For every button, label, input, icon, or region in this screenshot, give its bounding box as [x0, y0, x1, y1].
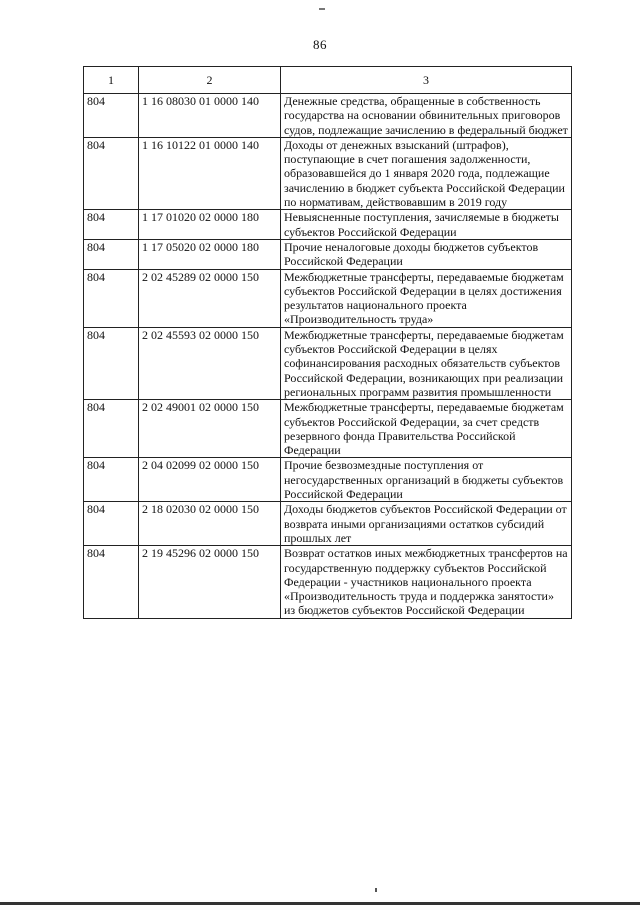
table-row — [84, 400, 572, 458]
description-cell: Доходы от денежных взысканий (штрафов), поступающие в счет погашения задолженности, образовавшейся до 1 января 2020 года, подлежащие зачислению в бюджет субъекта Российской Федерации по нормативам, действовавшим в 2019 году — [281, 137, 572, 209]
column-header: 2 — [139, 67, 281, 94]
description-cell: Невыясненные поступления, зачисляемые в бюджеты субъектов Российской Федерации — [281, 210, 572, 240]
admin-code-cell: 804 — [84, 239, 139, 269]
admin-code-cell: 804 — [84, 400, 139, 458]
description-cell: Прочие неналоговые доходы бюджетов субъектов Российской Федерации — [281, 239, 572, 269]
admin-code-cell: 804 — [84, 327, 139, 399]
admin-code-cell: 804 — [84, 137, 139, 209]
table-row — [84, 94, 572, 138]
scan-mark — [375, 888, 377, 892]
revenue-codes-table — [83, 66, 572, 619]
revenue-code-cell: 1 16 08030 01 0000 140 — [139, 94, 281, 138]
revenue-code-cell: 2 02 45289 02 0000 150 — [139, 269, 281, 327]
revenue-code-cell: 2 02 49001 02 0000 150 — [139, 400, 281, 458]
description-cell: Межбюджетные трансферты, передаваемые бюджетам субъектов Российской Федерации, за счет средств резервного фонда Правительства Российской Федерации — [281, 400, 572, 458]
description-cell: Межбюджетные трансферты, передаваемые бюджетам субъектов Российской Федерации в целях достижения результатов национального проекта «Производительность труда» — [281, 269, 572, 327]
table-row — [84, 239, 572, 269]
admin-code-cell: 804 — [84, 269, 139, 327]
admin-code-cell: 804 — [84, 502, 139, 546]
admin-code-cell: 804 — [84, 94, 139, 138]
table-header-row — [84, 67, 572, 94]
column-header: 3 — [281, 67, 572, 94]
description-cell: Прочие безвозмездные поступления от негосударственных организаций в бюджеты субъектов Российской Федерации — [281, 458, 572, 502]
description-cell: Межбюджетные трансферты, передаваемые бюджетам субъектов Российской Федерации в целях софинансирования расходных обязательств субъектов Российской Федерации, возникающих при реализации региональных программ развития промышленности — [281, 327, 572, 399]
description-cell: Возврат остатков иных межбюджетных трансфертов на государственную поддержку субъектов Российской Федерации - участников национального проекта «Производительность труда и поддержка занятости» из бюджетов субъектов Российской Федерации — [281, 546, 572, 618]
table-row — [84, 269, 572, 327]
description-cell: Доходы бюджетов субъектов Российской Федерации от возврата иными организациями остатков субсидий прошлых лет — [281, 502, 572, 546]
revenue-code-cell: 2 18 02030 02 0000 150 — [139, 502, 281, 546]
revenue-code-cell: 1 17 05020 02 0000 180 — [139, 239, 281, 269]
table-row — [84, 137, 572, 209]
admin-code-cell: 804 — [84, 458, 139, 502]
admin-code-cell: 804 — [84, 546, 139, 618]
scan-mark — [319, 8, 325, 10]
revenue-code-cell: 2 19 45296 02 0000 150 — [139, 546, 281, 618]
column-header: 1 — [84, 67, 139, 94]
table-row — [84, 458, 572, 502]
table-row — [84, 210, 572, 240]
table-row — [84, 327, 572, 399]
revenue-code-cell: 1 16 10122 01 0000 140 — [139, 137, 281, 209]
table-row — [84, 502, 572, 546]
revenue-code-cell: 2 02 45593 02 0000 150 — [139, 327, 281, 399]
revenue-code-cell: 1 17 01020 02 0000 180 — [139, 210, 281, 240]
table-row — [84, 546, 572, 618]
description-cell: Денежные средства, обращенные в собственность государства на основании обвинительных приговоров судов, подлежащие зачислению в федеральный бюджет — [281, 94, 572, 138]
page-number: 86 — [313, 37, 327, 52]
admin-code-cell: 804 — [84, 210, 139, 240]
revenue-code-cell: 2 04 02099 02 0000 150 — [139, 458, 281, 502]
